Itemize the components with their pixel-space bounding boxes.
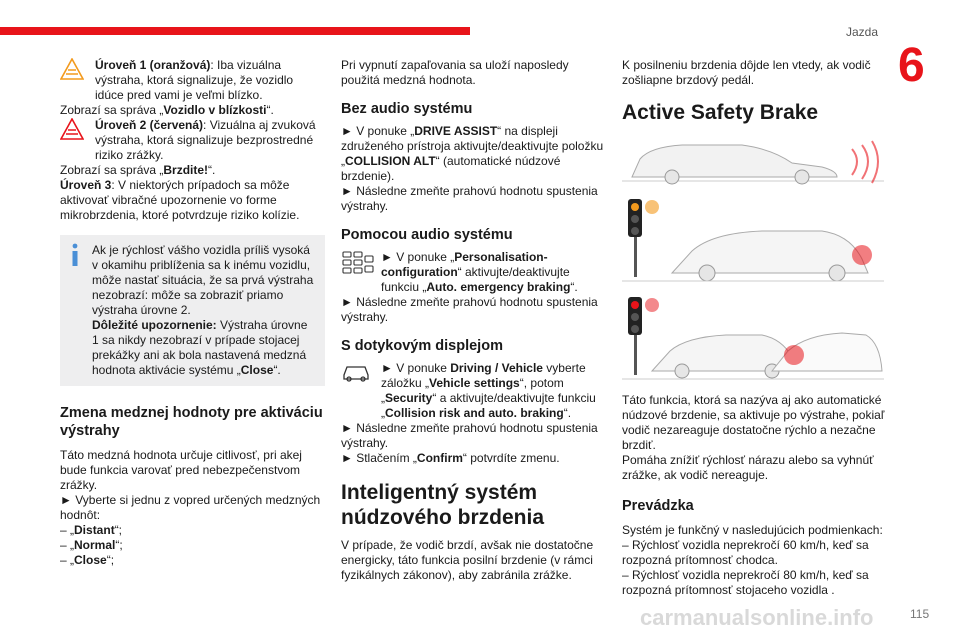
chapter-number: 6 xyxy=(898,39,925,92)
column-right xyxy=(622,58,892,598)
touch-step2: ► Následne zmeňte prahovú hodnotu spustenia výstrahy. xyxy=(341,421,598,450)
brake-intro: K posilneniu brzdenia dôjde len vtedy, ak vodič zošliapne brzdový pedál. xyxy=(622,58,871,87)
level2-text: Úroveň 2 (červená): Vizuálna aj zvuková výstraha, ktorá signalizuje bezprostredné riziko zrážky. xyxy=(95,118,316,162)
info-important: Dôležité upozornenie: Výstraha úrovne 1 sa nikdy nezobrazí v prípade stojacej prekážky ani ak bola nastavená medzná hodnota aktivácie systému „Close“. xyxy=(92,318,308,377)
no-audio-step1: ► V ponuke „DRIVE ASSIST“ na displeji združeného prístroja aktivujte/deaktivujte položku „COLLISION ALT“ (automatické núdzové brzdenie). xyxy=(341,124,604,183)
audio-controls-icon xyxy=(341,250,381,295)
no-audio-heading: Bez audio systému xyxy=(341,101,473,117)
level2-message: Zobrazí sa správa „Brzdite!“. xyxy=(60,163,216,177)
asb-heading: Active Safety Brake xyxy=(622,101,819,124)
threshold-text: Táto medzná hodnota určuje citlivosť, pri akej bude funkcia varovať pred nebezpečenstvom zrážky. xyxy=(60,448,302,492)
touch-block xyxy=(341,361,606,421)
warning-triangle-orange-icon xyxy=(60,58,90,103)
section-title: Jazda xyxy=(846,25,879,39)
audio-step2: ► Následne zmeňte prahovú hodnotu spustenia výstrahy. xyxy=(341,295,598,324)
threshold-step: ► Vyberte si jednu z vopred určených medzných hodnôt: xyxy=(60,493,321,522)
asb-text: Táto funkcia, ktorá sa nazýva aj ako automatické núdzové brzdenie, sa aktivuje po výstrahe, pokiaľ vodič nezareaguje dostatočne rýchlo a nezačne brzdiť. xyxy=(622,393,885,452)
touch-step3: ► Stlačením „Confirm“ potvrdíte zmenu. xyxy=(341,451,560,465)
option-distant: – „Distant“; xyxy=(60,523,123,537)
operation-condition-2: – Rýchlosť vozidla neprekročí 80 km/h, keď sa rozpozná prítomnosť stojaceho vozidla . xyxy=(622,568,869,597)
column-left xyxy=(60,58,325,568)
operation-text: Systém je funkčný v nasledujúcich podmienkach: xyxy=(622,523,883,537)
audio-step1-line1: ► V ponuke „Personalisation-configuration“ aktivujte/deaktivujte funkciu „Auto. emergency braking“. xyxy=(381,250,578,294)
operation-condition-1: – Rýchlosť vozidla neprekročí 60 km/h, keď sa rozpozná prítomnosť chodca. xyxy=(622,538,869,567)
asb-text2: Pomáha znížiť rýchlosť nárazu alebo sa vyhnúť zrážke, ak vodič nereaguje. xyxy=(622,453,874,482)
illustration-pedestrian xyxy=(622,137,892,189)
no-audio-step2: ► Následne zmeňte prahovú hodnotu spustenia výstrahy. xyxy=(341,184,598,213)
column-middle xyxy=(341,58,606,583)
level1-message: Zobrazí sa správa „Vozidlo v blízkosti“. xyxy=(60,103,274,117)
car-touchscreen-icon xyxy=(341,361,381,421)
level2-block xyxy=(60,118,325,163)
audio-block xyxy=(341,250,606,295)
operation-heading: Prevádzka xyxy=(622,498,694,514)
intro-text: Pri vypnutí zapaľovania sa uloží naposledy použitá medzná hodnota. xyxy=(341,58,569,87)
level1-block xyxy=(60,58,325,103)
info-icon xyxy=(68,243,92,378)
ies-text: V prípade, že vodič brzdí, avšak nie dostatočne energicky, táto funkcia posilní brzdenie (v rámci fyzikálnych zákonov), aby zabránila zrážke. xyxy=(341,538,594,582)
level1-text: Úroveň 1 (oranžová): Iba vizuálna výstraha, ktorá signalizuje, že vozidlo idúce pred vami je veľmi blízko. xyxy=(95,58,294,102)
page-number: 115 xyxy=(910,607,930,621)
illustration-vehicle-moving xyxy=(622,193,892,287)
threshold-heading: Zmena medznej hodnoty pre aktiváciu výstrahy xyxy=(60,405,323,439)
audio-heading: Pomocou audio systému xyxy=(341,227,513,243)
watermark: carmanualsonline.info xyxy=(640,605,874,630)
info-text: Ak je rýchlosť vášho vozidla príliš vysoká v okamihu priblíženia sa k inému vozidlu, môže nastať situácia, že sa prvá výstraha nezobrazí: môže sa zobraziť priamo výstraha úrovne 2. xyxy=(92,243,314,317)
touch-step1: ► V ponuke Driving / Vehicle vyberte záložku „Vehicle settings“, potom „Security“ a aktivujte/deaktivujte funkciu „Collision risk and auto. braking“. xyxy=(381,361,596,420)
option-close: – „Close“; xyxy=(60,553,115,567)
info-box xyxy=(60,235,325,386)
touch-heading: S dotykovým displejom xyxy=(341,338,503,354)
header-red-bar xyxy=(0,27,470,35)
illustration-vehicle-stopped xyxy=(622,291,892,385)
option-normal: – „Normal“; xyxy=(60,538,123,552)
level3-text: Úroveň 3: V niektorých prípadoch sa môže aktivovať vibračné upozornenie vo forme mikrobrzdenia, ktoré potvrdzuje riziko kolízie. xyxy=(60,178,300,222)
warning-triangle-red-icon xyxy=(60,118,90,163)
ies-heading: Inteligentný systém núdzového brzdenia xyxy=(341,481,545,529)
